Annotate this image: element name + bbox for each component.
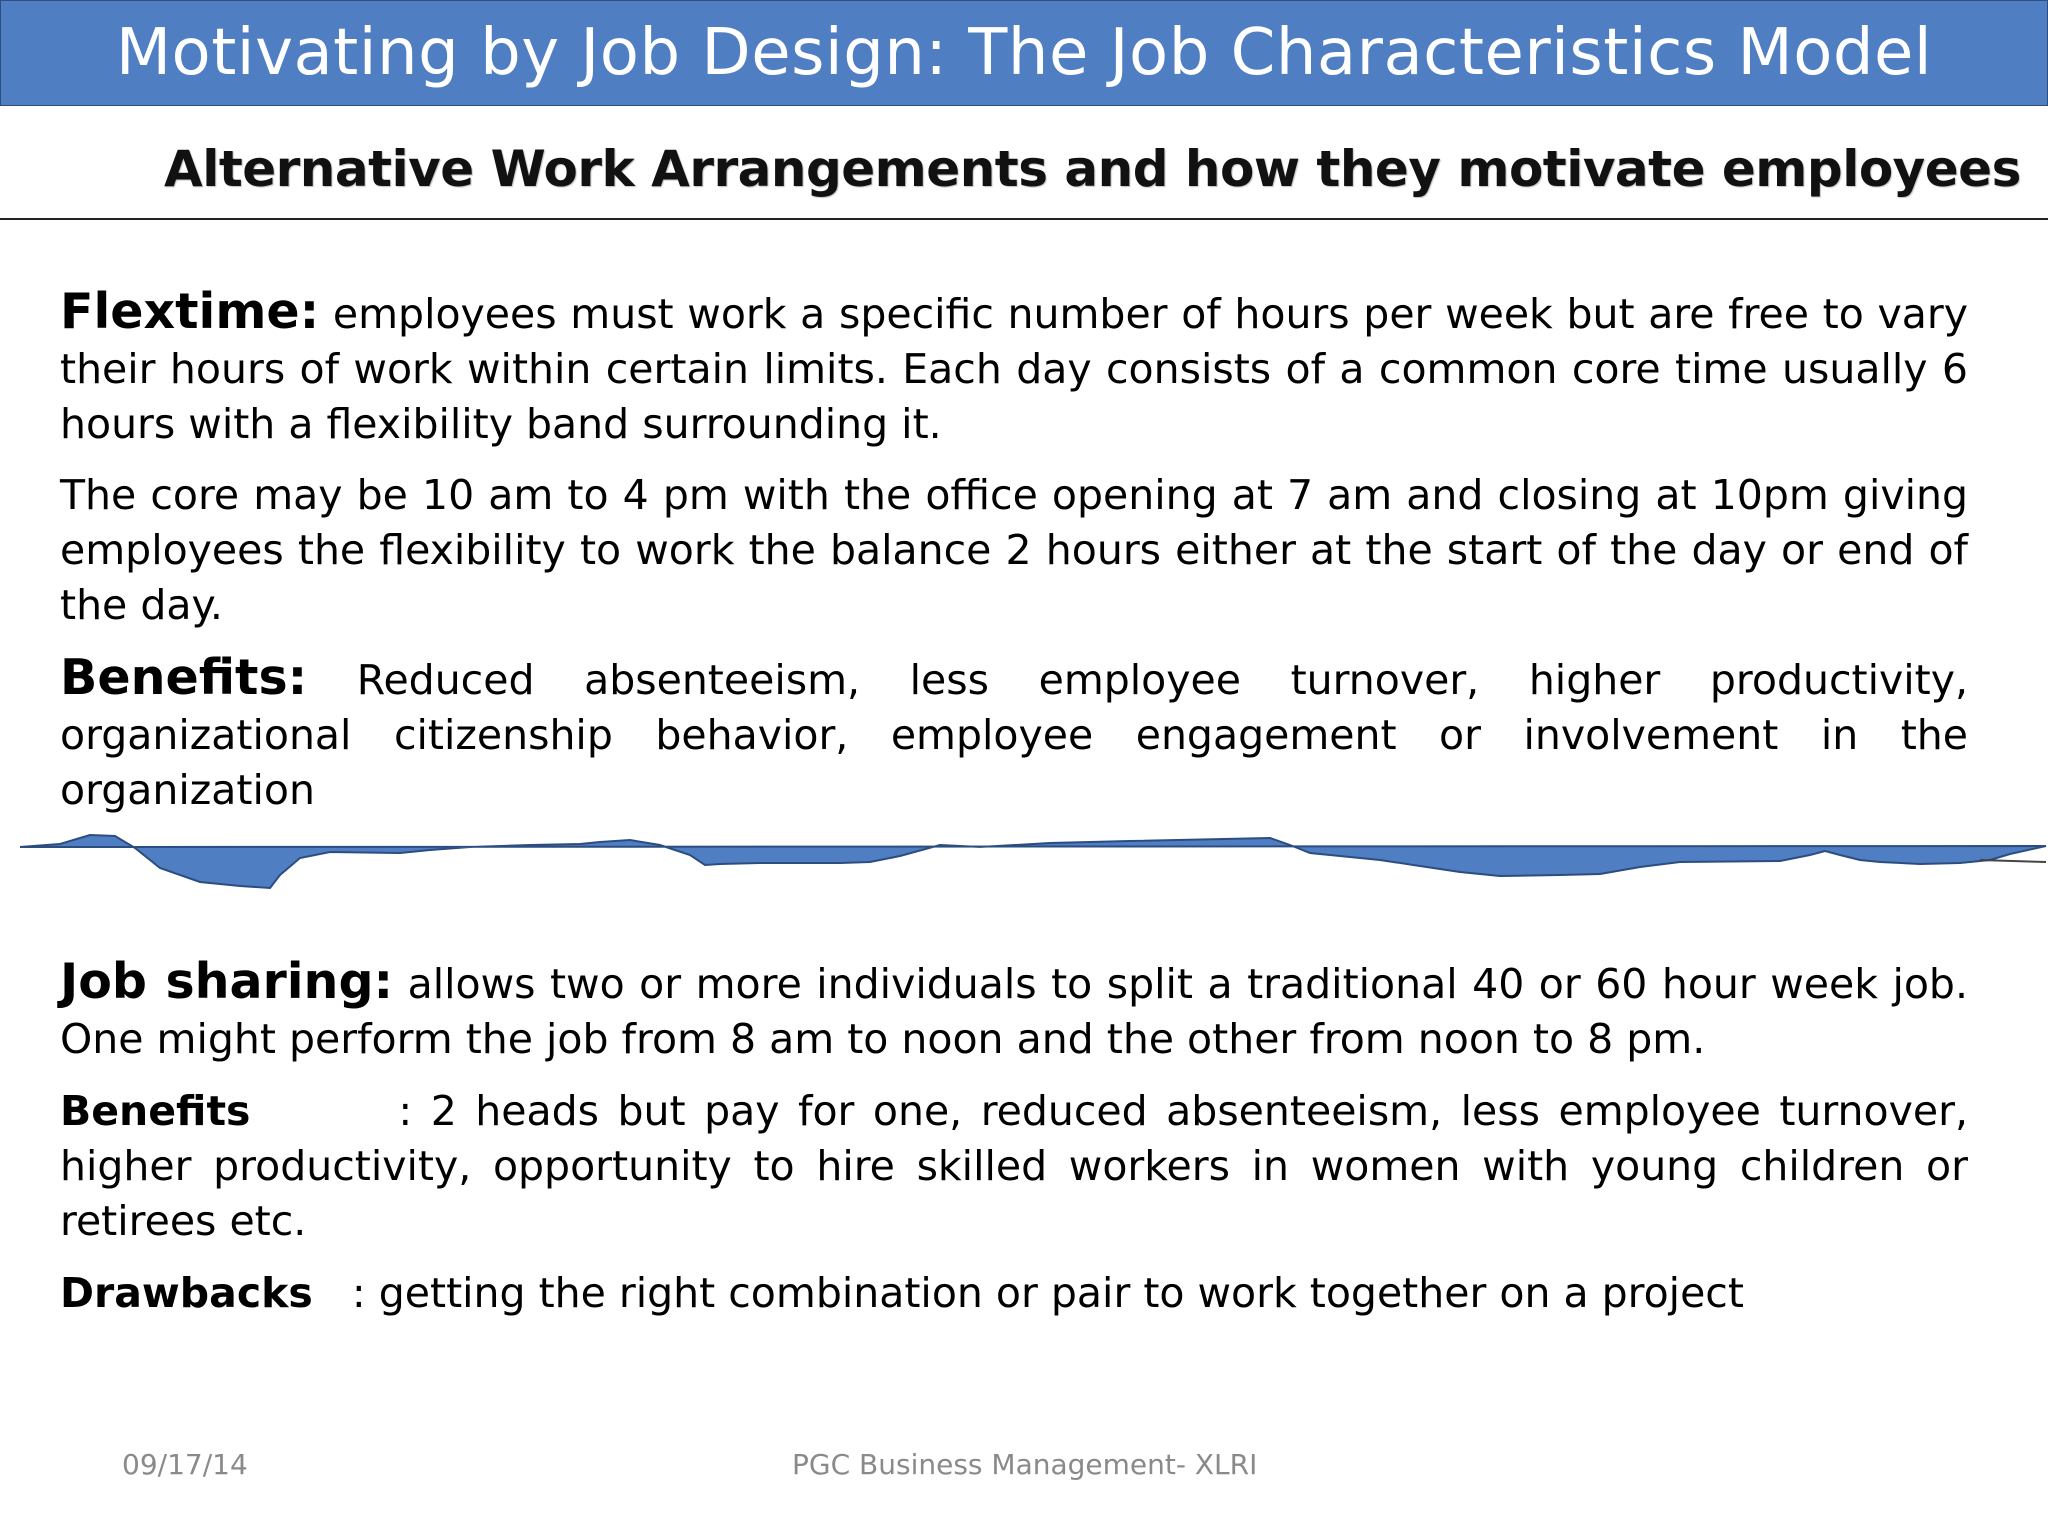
job-sharing-drawbacks: [60, 1266, 1968, 1321]
job-sharing-benefits-text: : 2 heads but pay for one, reduced absenteeism, less employee turnover, higher productivity, opportunity to hire skilled workers in women with young children or retirees etc.: [60, 1087, 1968, 1245]
footer-date: 09/17/14: [122, 1448, 248, 1481]
flextime-heading: Flextime:: [60, 283, 320, 340]
flextime-example: The core may be 10 am to 4 pm with the office opening at 7 am and closing at 10pm giving employees the flexibility to work the balance 2 hours either at the start of the day or end of the day.: [60, 471, 1968, 629]
footer-title: PGC Business Management- XLRI: [792, 1448, 1258, 1481]
flextime-benefits-heading: Benefits:: [60, 649, 308, 706]
job-sharing-definition: [60, 954, 1968, 1067]
slide-title: Motivating by Job Design: The Job Characteristics Model: [115, 16, 1933, 90]
slide-subtitle: Alternative Work Arrangements and how they motivate employees: [164, 140, 2021, 198]
job-sharing-benefits-heading: Benefits: [60, 1087, 251, 1135]
job-sharing-drawbacks-heading: Drawbacks: [60, 1269, 313, 1317]
job-sharing-drawbacks-text: : getting the right combination or pair to work together on a project: [312, 1269, 1744, 1317]
flextime-benefits-text: Reduced absenteeism, less employee turnover, higher productivity, organizational citizenship behavior, employee engagement or involvement in the organization: [60, 656, 1968, 814]
flextime-text: employees must work a specific number of hours per week but are free to vary their hours of work within certain limits. Each day consists of a common core time usually 6 hours with a flexibility band surrounding it.: [60, 290, 1968, 448]
wave-divider: [0, 820, 2048, 910]
job-sharing-text: allows two or more individuals to split a traditional 40 or 60 hour week job. One might perform the job from 8 am to noon and the other from noon to 8 pm.: [60, 960, 1968, 1063]
job-sharing-heading: Job sharing:: [60, 953, 394, 1010]
subtitle-divider: [0, 218, 2048, 220]
title-bar: [0, 0, 2048, 106]
job-sharing-benefits: [60, 1084, 1968, 1249]
flextime-benefits: [60, 650, 1968, 818]
flextime-definition: [60, 284, 1968, 452]
